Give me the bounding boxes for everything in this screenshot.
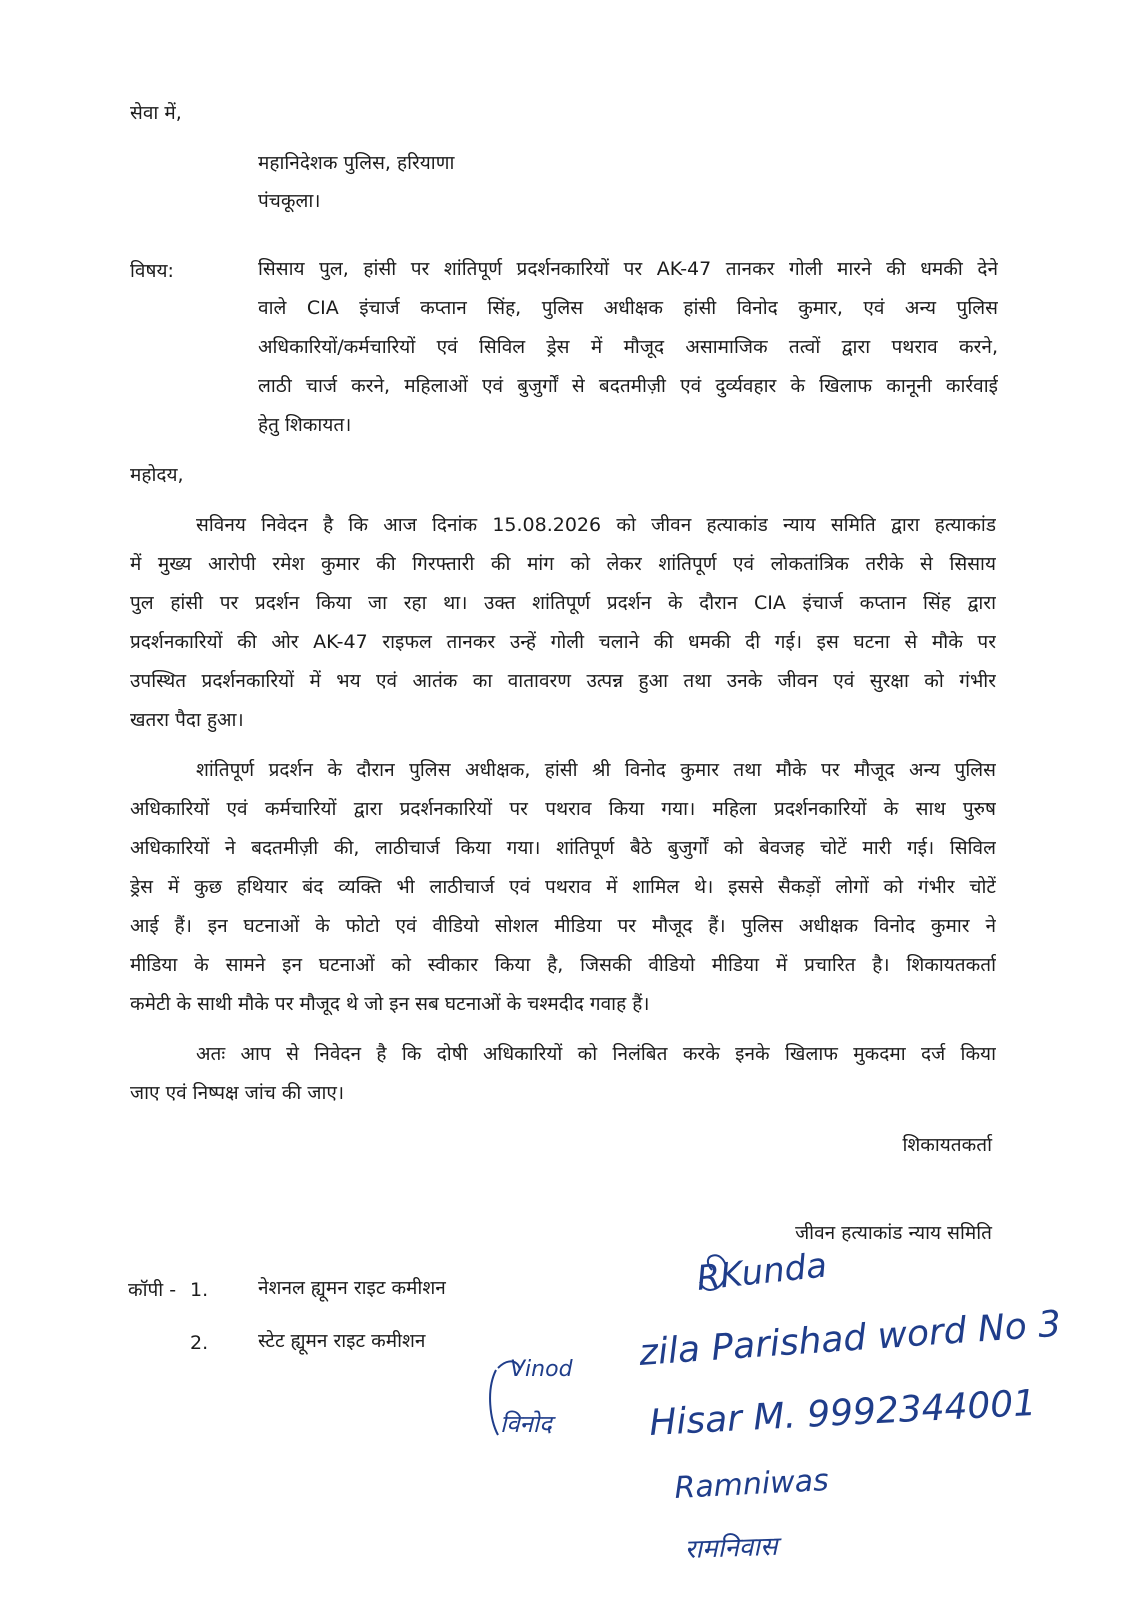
paragraph-line: सविनय निवेदन है कि आज दिनांक 15.08.2026 को जीवन हत्याकांड न्याय समिति द्वारा हत्याकांड (196, 514, 996, 536)
committee-name: जीवन हत्याकांड न्याय समिति (795, 1222, 992, 1244)
paragraph-line: मीडिया के सामने इन घटनाओं को स्वीकार किया है, जिसकी वीडियो मीडिया में प्रचारित है। शिकायतकर्ता (130, 954, 996, 976)
subject-line: सिसाय पुल, हांसी पर शांतिपूर्ण प्रदर्शनकारियों पर AK-47 तानकर गोली मारने की धमकी देने (258, 258, 998, 280)
recipient-line-2: पंचकूला। (258, 190, 321, 212)
paragraph-line: अधिकारियों ने बदतमीज़ी की, लाठीचार्ज किया गया। शांतिपूर्ण बैठे बुजुर्गों को बेवजह चोटें मारी गई। सिविल (130, 837, 996, 859)
handwritten-name-hindi: रामनिवास (684, 1531, 779, 1565)
signature-rkunda: RKunda (694, 1245, 829, 1299)
handwritten-address: zila Parishad word No 3 (637, 1303, 1063, 1374)
subject-label: विषय: (130, 260, 174, 282)
paragraph-line: ड्रेस में कुछ हथियार बंद व्यक्ति भी लाठीचार्ज एवं पथराव में शामिल थे। इससे सैकड़ों लोगों को गंभीर चोटें (130, 876, 996, 898)
recipient-line-1: महानिदेशक पुलिस, हरियाणा (258, 152, 455, 174)
copy-item-text: स्टेट ह्यूमन राइट कमीशन (258, 1330, 426, 1352)
salutation: सेवा में, (130, 102, 182, 124)
subject-line: लाठी चार्ज करने, महिलाओं एवं बुजुर्गों से बदतमीज़ी एवं दुर्व्यवहार के खिलाफ कानूनी कार्रवाई (258, 375, 998, 397)
paragraph-line: उपस्थित प्रदर्शनकारियों में भय एवं आतंक का वातावरण उत्पन्न हुआ तथा उनके जीवन एवं सुरक्षा को गंभीर (130, 670, 996, 692)
paragraph-line: खतरा पैदा हुआ। (130, 709, 244, 731)
subject-line: वाले CIA इंचार्ज कप्तान सिंह, पुलिस अधीक्षक हांसी विनोद कुमार, एवं अन्य पुलिस (258, 297, 998, 319)
copy-item-number: 2. (190, 1332, 209, 1354)
handwritten-name: Ramniwas (673, 1462, 830, 1506)
paragraph-line: अधिकारियों एवं कर्मचारियों द्वारा प्रदर्शनकारियों पर पथराव किया गया। महिला प्रदर्शनकारियों के साथ पुरुष (130, 798, 996, 820)
paragraph-line: पुल हांसी पर प्रदर्शन किया जा रहा था। उक्त शांतिपूर्ण प्रदर्शन के दौरान CIA इंचार्ज कप्तान सिंह द्वारा (130, 592, 996, 614)
complainant-label: शिकायतकर्ता (902, 1134, 992, 1156)
handwritten-signature-block (620, 1240, 1100, 1570)
paragraph-line: कमेटी के साथी मौके पर मौजूद थे जो इन सब घटनाओं के चश्मदीद गवाह हैं। (130, 993, 650, 1015)
paragraph-line: में मुख्य आरोपी रमेश कुमार की गिरफ्तारी की मांग को लेकर शांतिपूर्ण एवं लोकतांत्रिक तरीके से सिसाय (130, 553, 996, 575)
subject-line: अधिकारियों/कर्मचारियों एवं सिविल ड्रेस में मौजूद असामाजिक तत्वों द्वारा पथराव करने, (258, 336, 998, 358)
copy-item-text: नेशनल ह्यूमन राइट कमीशन (258, 1277, 446, 1299)
handwritten-phone: Hisar M. 9992344001 (648, 1382, 1038, 1444)
paragraph-line: शांतिपूर्ण प्रदर्शन के दौरान पुलिस अधीक्षक, हांसी श्री विनोद कुमार तथा मौके पर मौजूद अन्य पुलिस (196, 759, 996, 781)
greeting: महोदय, (130, 464, 184, 486)
signature-vinod-hindi: विनोद (500, 1410, 552, 1438)
paragraph-line: अतः आप से निवेदन है कि दोषी अधिकारियों को निलंबित करके इनके खिलाफ मुकदमा दर्ज किया (196, 1043, 996, 1065)
paragraph-line: जाए एवं निष्पक्ष जांच की जाए। (130, 1082, 345, 1104)
paragraph-line: आई हैं। इन घटनाओं के फोटो एवं वीडियो सोशल मीडिया पर मौजूद हैं। पुलिस अधीक्षक विनोद कुमार ने (130, 915, 996, 937)
paragraph-line: प्रदर्शनकारियों की ओर AK-47 राइफल तानकर उन्हें गोली चलाने की धमकी दी गई। इस घटना से मौके पर (130, 631, 996, 653)
signature-vinod: Vinod (510, 1357, 573, 1382)
handwritten-signature-left (478, 1340, 608, 1450)
subject-line: हेतु शिकायत। (258, 414, 352, 436)
copy-item-number: 1. (190, 1279, 209, 1301)
copy-label: कॉपी - (128, 1279, 177, 1301)
